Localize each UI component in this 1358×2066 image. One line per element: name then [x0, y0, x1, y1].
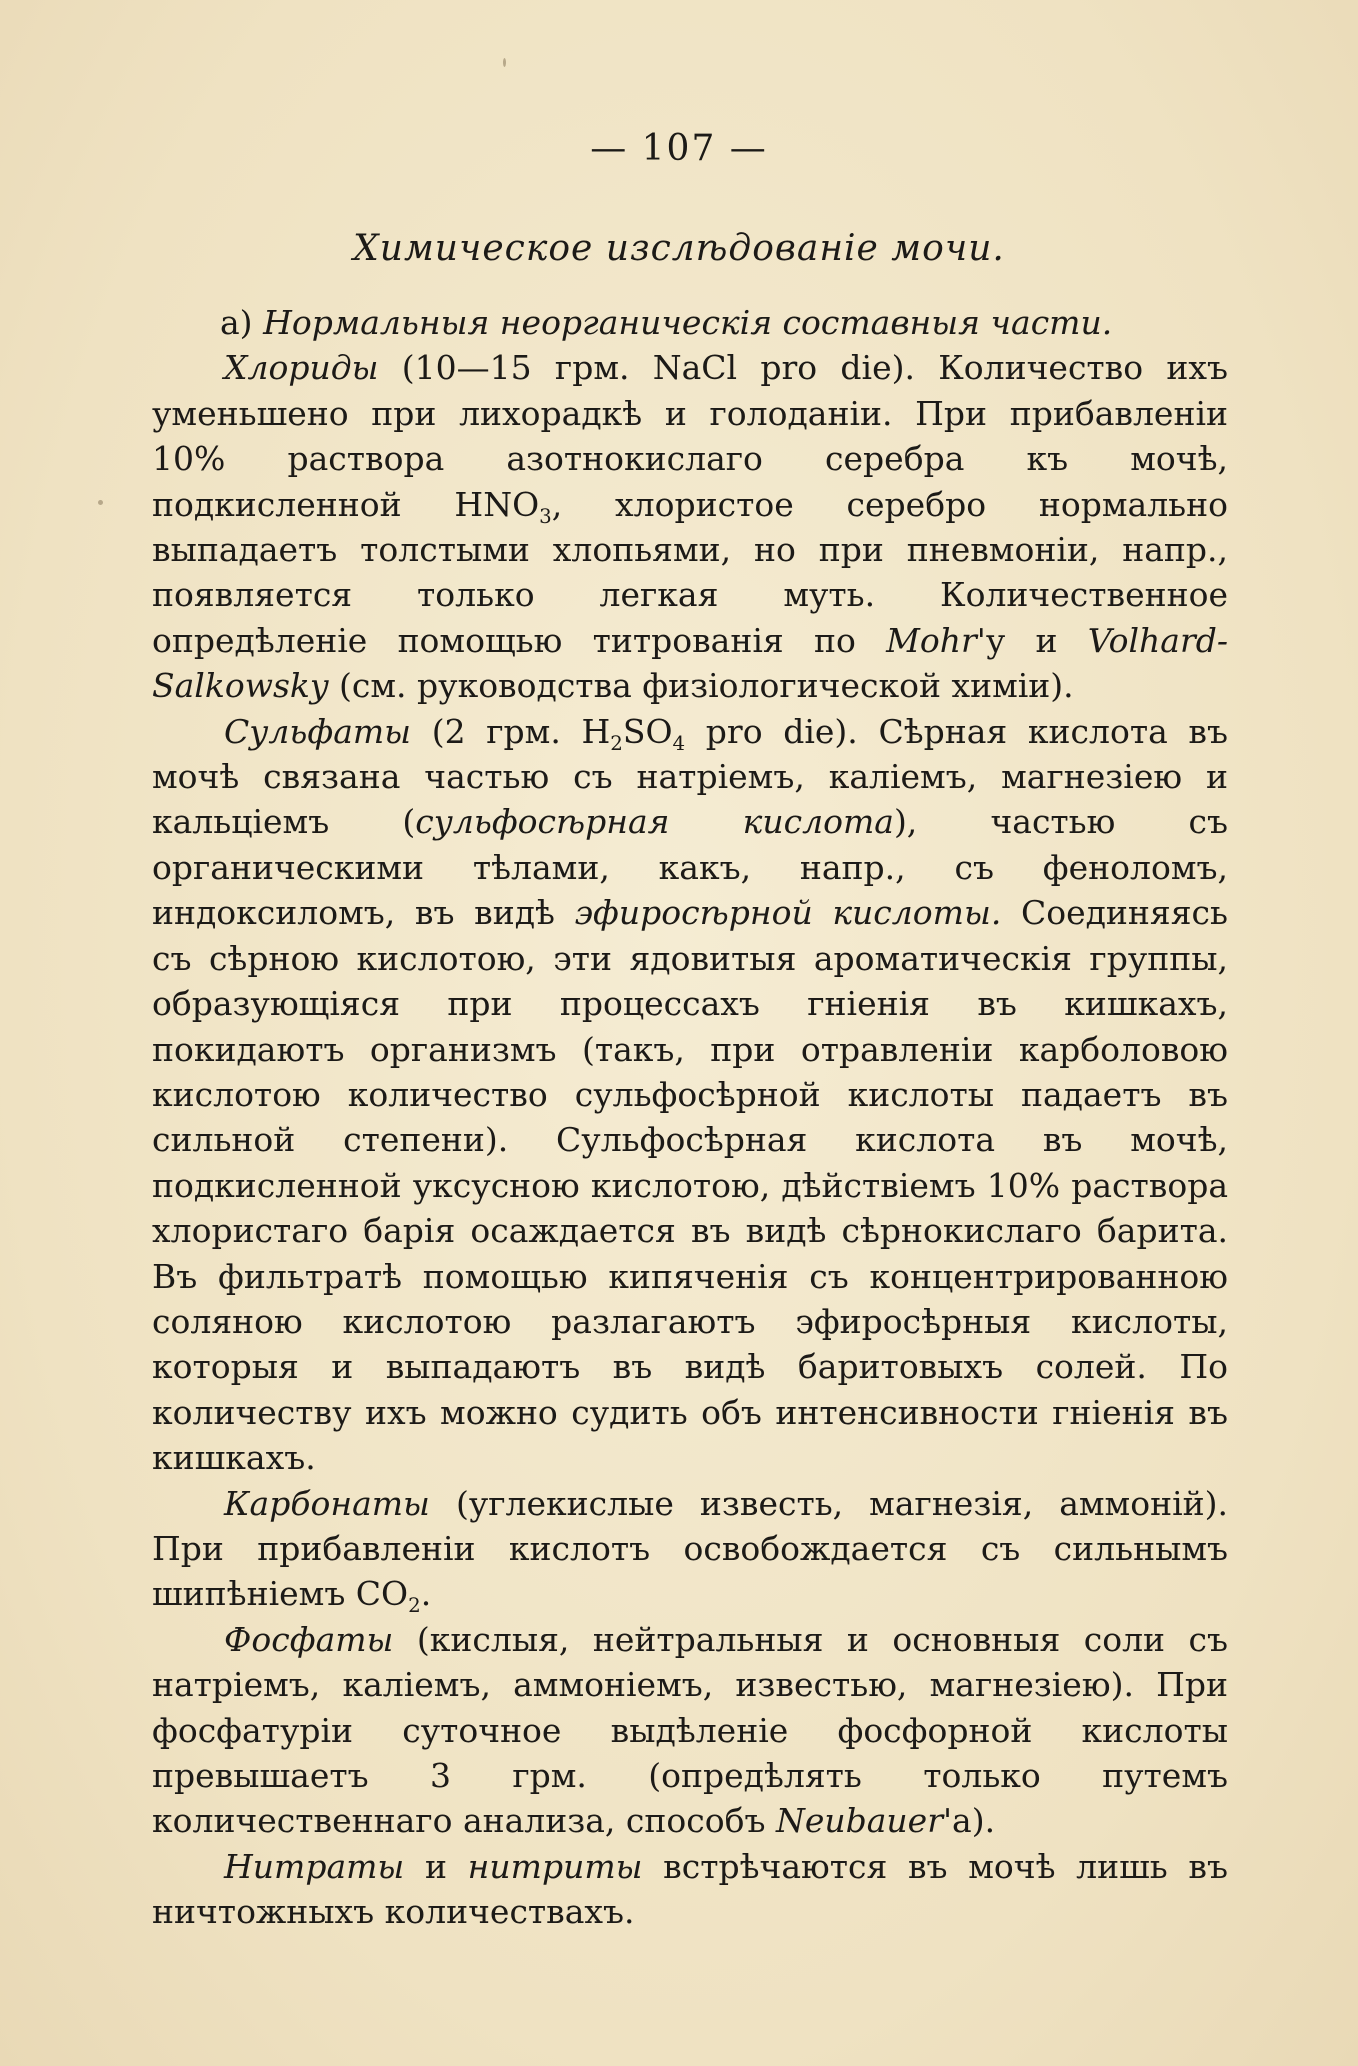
sulfates-text-3: pro die). Сѣрная кислота въ мочѣ связана частью съ натріемъ, каліемъ, магнезіею и кальціемъ (	[152, 711, 1228, 842]
subsection-title: Нормальныя неорганическія составныя части.	[263, 303, 1113, 342]
term-sulfates: Сульфаты	[224, 711, 412, 751]
term-ether-sulfuric-acid: эфиросѣрной кислоты.	[574, 893, 1002, 933]
paragraph-phosphates	[152, 1617, 1228, 1844]
sulfates-text-1: (2 грм. H	[411, 711, 611, 751]
carbonates-text-2: .	[420, 1574, 432, 1614]
nitrates-text-2: встрѣчаются въ мочѣ лишь въ ничтожныхъ количествахъ.	[152, 1846, 1229, 1932]
term-nitrates: Нитраты	[224, 1846, 405, 1886]
chlorides-text-1: (10—15 грм. NaCl pro die). Количество ихъ уменьшено при лихорадкѣ и голоданіи. При прибавленіи 10% раствора азотнокислаго серебра къ мочѣ, подкисленной HNO	[152, 348, 1228, 524]
paper-speck	[503, 58, 506, 67]
paragraph-nitrates	[152, 1844, 1228, 1935]
subsection-letter: a)	[220, 303, 253, 342]
author-name-mohr: Mohr	[886, 620, 977, 660]
chlorides-subscript-1: 3	[539, 504, 552, 528]
phosphates-text-2: 'а).	[942, 1801, 996, 1841]
phosphates-text-1: (кислыя, нейтральныя и основныя соли съ натріемъ, каліемъ, аммоніемъ, известью, магнезіею). При фосфатуріи суточное выдѣленіе фосфорной кислоты превышаетъ 3 грм. (опредѣлять только путемъ количественнаго анализа, способъ	[152, 1619, 1228, 1841]
subsection-heading	[152, 300, 1228, 345]
paper-speck	[98, 500, 103, 505]
sulfates-text-2: SO	[622, 711, 673, 751]
body-text	[152, 300, 1228, 1935]
paragraph-chlorides	[152, 345, 1228, 708]
sulfates-text-5: Соединяясь съ сѣрною кислотою, эти ядовитыя ароматическія группы, образующіяся при процессахъ гніенія въ кишкахъ, покидаютъ организмъ (такъ, при отравленіи карболовою кислотою количество сульфосѣрной кислоты падаетъ въ сильной степени). Сульфосѣрная кислота въ мочѣ, подкисленной уксусною кислотою, дѣйствіемъ 10% раствора хлористаго барія осаждается въ видѣ сѣрнокислаго барита. Въ фильтратѣ помощью кипяченія съ концентрированною соляною кислотою разлагаютъ эфиросѣрныя кислоты, которыя и выпадаютъ въ видѣ баритовыхъ солей. По количеству ихъ можно судить объ интенсивности гніенія въ кишкахъ.	[152, 893, 1229, 1478]
term-carbonates: Карбонаты	[224, 1483, 430, 1523]
carbonates-text-1: (углекислые известь, магнезія, аммоній). При прибавленіи кислотъ освобождается съ сильнымъ шипѣніемъ CO	[152, 1483, 1228, 1614]
chlorides-text-2: , хлористое серебро нормально выпадаетъ толстыми хлопьями, но при пневмоніи, напр., появляется только легкая муть. Количественное опредѣленіе помощью титрованія по	[152, 484, 1228, 660]
sulfates-subscript-2: 4	[672, 731, 686, 755]
chlorides-text-4: (см. руководства физіологической химіи).	[328, 666, 1074, 706]
carbonates-subscript-1: 2	[408, 1594, 421, 1618]
nitrates-text-1: и	[404, 1846, 468, 1886]
term-nitrites: нитриты	[467, 1846, 643, 1886]
term-chlorides: Хлориды	[224, 348, 379, 388]
page-number: — 107 —	[590, 128, 768, 169]
author-name-neubauer: Neubauer	[775, 1801, 943, 1841]
sulfates-text-4: ), частью съ органическими тѣлами, какъ, напр., съ феноломъ, индоксиломъ, въ видѣ	[152, 802, 1228, 933]
term-phosphates: Фосфаты	[224, 1619, 394, 1659]
paragraph-sulfates	[152, 709, 1228, 1481]
chlorides-text-3: 'у и	[976, 620, 1088, 660]
author-name-volhard-salkowsky: Volhard-Salkowsky	[152, 620, 1228, 706]
paragraph-carbonates	[152, 1481, 1228, 1617]
term-sulfosulfuric-acid: сульфосѣрная кислота	[415, 802, 894, 842]
section-heading: Химическое изслѣдованіе мочи.	[353, 228, 1005, 269]
sulfates-subscript-1: 2	[610, 731, 623, 755]
